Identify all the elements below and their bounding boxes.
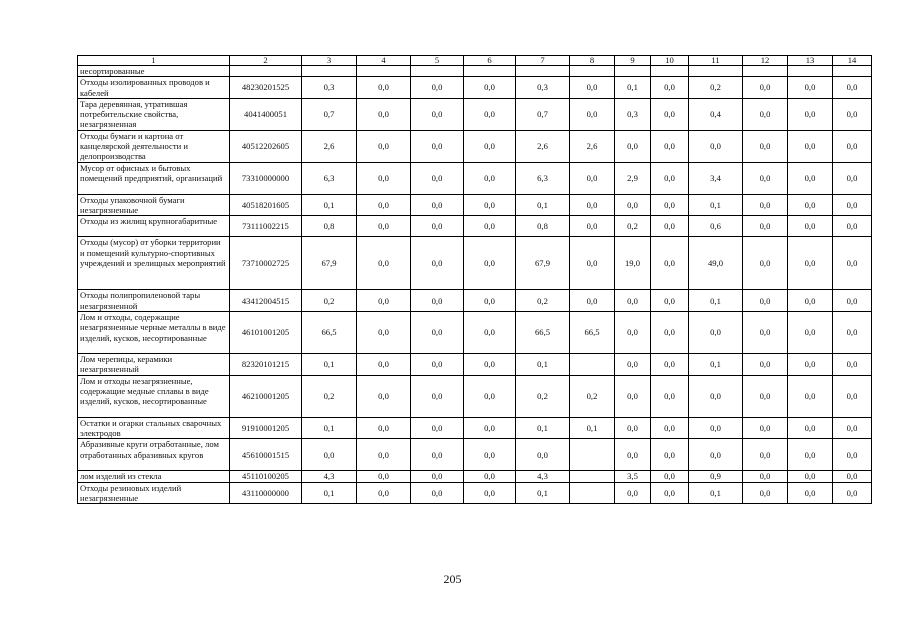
value-cell: 0,0 [357, 194, 411, 216]
value-cell: 2,6 [570, 130, 615, 162]
value-cell [570, 66, 615, 77]
waste-name-cell: несортированные [78, 66, 230, 77]
page-number: 205 [443, 572, 462, 586]
column-header: 6 [464, 56, 516, 66]
value-cell: 0,0 [651, 237, 689, 290]
value-cell: 0,0 [788, 439, 833, 471]
value-cell: 0,0 [651, 375, 689, 417]
value-cell: 0,0 [651, 354, 689, 376]
value-cell: 0,0 [357, 471, 411, 482]
value-cell: 0,1 [689, 354, 743, 376]
value-cell: 0,3 [615, 98, 651, 130]
waste-name-cell: лом изделий из стекла [78, 471, 230, 482]
value-cell: 0,0 [357, 375, 411, 417]
column-header: 1 [78, 56, 230, 66]
value-cell: 6,3 [302, 162, 357, 194]
value-cell: 0,0 [788, 162, 833, 194]
table-row [78, 482, 872, 504]
waste-name-cell: Лом черепицы, керамики незагрязненный [78, 354, 230, 376]
value-cell: 0,0 [357, 417, 411, 439]
value-cell: 0,2 [570, 375, 615, 417]
value-cell: 0,0 [516, 439, 570, 471]
value-cell: 0,0 [570, 237, 615, 290]
value-cell: 0,0 [464, 354, 516, 376]
value-cell: 0,0 [411, 194, 464, 216]
waste-code-cell: 73710002725 [230, 237, 302, 290]
value-cell: 0,0 [833, 216, 872, 237]
table-row [78, 471, 872, 482]
value-cell: 0,2 [516, 290, 570, 312]
value-cell: 0,0 [570, 162, 615, 194]
column-header: 3 [302, 56, 357, 66]
value-cell: 0,0 [689, 130, 743, 162]
value-cell: 0,9 [689, 471, 743, 482]
value-cell: 0,6 [689, 216, 743, 237]
value-cell: 0,0 [833, 354, 872, 376]
value-cell: 0,7 [516, 98, 570, 130]
value-cell: 0,0 [464, 237, 516, 290]
value-cell: 0,0 [833, 439, 872, 471]
value-cell: 0,0 [651, 471, 689, 482]
waste-name-cell: Мусор от офисных и бытовых помещений предприятий, организаций [78, 162, 230, 194]
value-cell: 0,0 [743, 237, 788, 290]
waste-code-cell [230, 66, 302, 77]
value-cell: 0,0 [788, 312, 833, 354]
waste-code-cell: 46101001205 [230, 312, 302, 354]
value-cell: 0,0 [357, 237, 411, 290]
value-cell: 0,0 [833, 471, 872, 482]
value-cell: 0,0 [357, 77, 411, 99]
value-cell: 0,0 [464, 312, 516, 354]
value-cell: 0,1 [516, 482, 570, 504]
waste-code-cell: 40512202605 [230, 130, 302, 162]
value-cell: 0,0 [743, 439, 788, 471]
value-cell: 0,0 [570, 290, 615, 312]
value-cell: 0,1 [302, 482, 357, 504]
waste-code-cell: 45610001515 [230, 439, 302, 471]
value-cell: 2,9 [615, 162, 651, 194]
value-cell: 0,3 [516, 77, 570, 99]
value-cell: 67,9 [516, 237, 570, 290]
value-cell: 67,9 [302, 237, 357, 290]
value-cell: 0,0 [833, 194, 872, 216]
value-cell: 0,0 [411, 77, 464, 99]
value-cell [689, 66, 743, 77]
waste-code-cell: 48230201525 [230, 77, 302, 99]
value-cell: 0,0 [615, 130, 651, 162]
value-cell: 0,0 [833, 482, 872, 504]
value-cell: 0,0 [651, 216, 689, 237]
value-cell: 0,0 [411, 354, 464, 376]
value-cell: 4,3 [516, 471, 570, 482]
value-cell: 0,0 [788, 194, 833, 216]
value-cell: 0,0 [651, 290, 689, 312]
value-cell: 0,0 [464, 471, 516, 482]
value-cell [516, 66, 570, 77]
value-cell: 0,0 [833, 417, 872, 439]
value-cell: 0,2 [302, 375, 357, 417]
waste-name-cell: Отходы резиновых изделий незагрязненные [78, 482, 230, 504]
value-cell: 0,1 [516, 354, 570, 376]
value-cell: 0,0 [833, 130, 872, 162]
value-cell: 0,1 [570, 417, 615, 439]
column-header: 11 [689, 56, 743, 66]
value-cell: 0,0 [464, 417, 516, 439]
value-cell: 0,0 [357, 482, 411, 504]
waste-code-cell: 46210001205 [230, 375, 302, 417]
value-cell: 0,0 [464, 439, 516, 471]
value-cell: 0,1 [516, 417, 570, 439]
value-cell: 0,0 [743, 417, 788, 439]
waste-code-cell: 4041400051 [230, 98, 302, 130]
value-cell: 0,0 [570, 77, 615, 99]
value-cell: 0,0 [411, 98, 464, 130]
value-cell: 0,0 [570, 216, 615, 237]
waste-name-cell: Абразивные круги отработанные, лом отработанных абразивных кругов [78, 439, 230, 471]
value-cell: 0,4 [689, 98, 743, 130]
value-cell: 0,0 [743, 375, 788, 417]
table-row [78, 66, 872, 77]
value-cell: 0,0 [689, 375, 743, 417]
value-cell: 0,0 [357, 439, 411, 471]
table-row [78, 375, 872, 417]
value-cell: 0,0 [743, 471, 788, 482]
value-cell: 0,0 [570, 194, 615, 216]
waste-name-cell: Отходы упаковочной бумаги незагрязненные [78, 194, 230, 216]
value-cell: 0,0 [464, 98, 516, 130]
value-cell: 0,0 [651, 312, 689, 354]
value-cell: 0,0 [743, 194, 788, 216]
value-cell: 49,0 [689, 237, 743, 290]
value-cell: 0,0 [464, 162, 516, 194]
value-cell: 0,0 [464, 194, 516, 216]
value-cell: 0,0 [464, 290, 516, 312]
value-cell: 0,0 [411, 312, 464, 354]
value-cell: 0,0 [788, 290, 833, 312]
value-cell: 0,0 [833, 77, 872, 99]
waste-code-cell: 43110000000 [230, 482, 302, 504]
value-cell: 0,1 [689, 194, 743, 216]
value-cell [570, 439, 615, 471]
table-header-row [78, 56, 872, 66]
table-row [78, 162, 872, 194]
value-cell: 0,0 [615, 482, 651, 504]
value-cell: 0,0 [788, 98, 833, 130]
value-cell [743, 66, 788, 77]
value-cell: 0,0 [411, 162, 464, 194]
value-cell: 0,1 [689, 482, 743, 504]
value-cell: 0,0 [788, 237, 833, 290]
value-cell: 0,0 [615, 439, 651, 471]
value-cell: 0,0 [651, 77, 689, 99]
value-cell: 0,2 [689, 77, 743, 99]
value-cell: 0,0 [651, 194, 689, 216]
value-cell: 0,0 [615, 417, 651, 439]
value-cell: 0,0 [411, 216, 464, 237]
value-cell: 0,0 [411, 417, 464, 439]
value-cell: 0,0 [743, 290, 788, 312]
value-cell [302, 66, 357, 77]
value-cell: 0,0 [357, 290, 411, 312]
waste-name-cell: Лом и отходы незагрязненные, содержащие медные сплавы в виде изделий, кусков, несортированные [78, 375, 230, 417]
value-cell: 0,0 [615, 312, 651, 354]
value-cell: 0,0 [651, 482, 689, 504]
value-cell: 0,0 [651, 417, 689, 439]
value-cell: 0,0 [651, 162, 689, 194]
value-cell: 0,0 [788, 471, 833, 482]
value-cell: 0,0 [833, 290, 872, 312]
value-cell: 66,5 [516, 312, 570, 354]
value-cell [570, 471, 615, 482]
value-cell: 0,3 [302, 77, 357, 99]
column-header: 9 [615, 56, 651, 66]
value-cell: 3,4 [689, 162, 743, 194]
value-cell: 0,2 [516, 375, 570, 417]
waste-name-cell: Лом и отходы, содержащие незагрязненные черные металлы в виде изделий, кусков, несортированные [78, 312, 230, 354]
value-cell: 0,0 [411, 290, 464, 312]
value-cell: 0,0 [743, 162, 788, 194]
value-cell: 0,0 [788, 354, 833, 376]
value-cell: 0,1 [516, 194, 570, 216]
table-row [78, 194, 872, 216]
value-cell: 0,2 [302, 290, 357, 312]
value-cell: 0,0 [743, 312, 788, 354]
waste-code-cell: 82320101215 [230, 354, 302, 376]
value-cell: 0,0 [615, 194, 651, 216]
value-cell: 0,0 [357, 162, 411, 194]
value-cell: 0,0 [743, 482, 788, 504]
value-cell: 0,0 [833, 237, 872, 290]
table-row [78, 98, 872, 130]
waste-name-cell: Отходы из жилищ крупногабаритные [78, 216, 230, 237]
value-cell: 0,0 [357, 354, 411, 376]
value-cell: 0,0 [615, 290, 651, 312]
column-header: 10 [651, 56, 689, 66]
value-cell: 0,0 [357, 130, 411, 162]
value-cell: 6,3 [516, 162, 570, 194]
value-cell: 4,3 [302, 471, 357, 482]
value-cell: 19,0 [615, 237, 651, 290]
table-row [78, 77, 872, 99]
column-header: 4 [357, 56, 411, 66]
column-header: 14 [833, 56, 872, 66]
value-cell [464, 66, 516, 77]
value-cell [615, 66, 651, 77]
value-cell: 0,0 [411, 375, 464, 417]
value-cell: 0,0 [651, 439, 689, 471]
value-cell [833, 66, 872, 77]
value-cell [570, 482, 615, 504]
value-cell: 0,0 [411, 482, 464, 504]
table-row [78, 216, 872, 237]
waste-table [77, 55, 872, 504]
column-header: 8 [570, 56, 615, 66]
value-cell: 0,0 [464, 482, 516, 504]
value-cell: 3,5 [615, 471, 651, 482]
value-cell: 0,0 [788, 482, 833, 504]
value-cell: 0,0 [464, 77, 516, 99]
value-cell: 0,0 [788, 216, 833, 237]
value-cell: 66,5 [302, 312, 357, 354]
value-cell: 0,0 [411, 237, 464, 290]
value-cell: 0,7 [302, 98, 357, 130]
column-header: 7 [516, 56, 570, 66]
value-cell: 0,0 [411, 130, 464, 162]
table-row [78, 237, 872, 290]
value-cell: 0,0 [615, 375, 651, 417]
table-row [78, 130, 872, 162]
value-cell: 0,0 [743, 130, 788, 162]
value-cell: 0,2 [615, 216, 651, 237]
value-cell: 2,6 [516, 130, 570, 162]
waste-code-cell: 43412004515 [230, 290, 302, 312]
value-cell: 0,0 [689, 439, 743, 471]
value-cell: 0,0 [788, 130, 833, 162]
value-cell: 0,0 [615, 354, 651, 376]
value-cell: 0,0 [302, 439, 357, 471]
value-cell [411, 66, 464, 77]
waste-name-cell: Остатки и огарки стальных сварочных электродов [78, 417, 230, 439]
value-cell: 0,0 [833, 312, 872, 354]
value-cell: 66,5 [570, 312, 615, 354]
column-header: 2 [230, 56, 302, 66]
table-row [78, 290, 872, 312]
value-cell [570, 354, 615, 376]
waste-code-cell: 45110100205 [230, 471, 302, 482]
value-cell [651, 66, 689, 77]
value-cell: 0,0 [743, 216, 788, 237]
value-cell: 0,0 [689, 312, 743, 354]
value-cell: 0,1 [689, 290, 743, 312]
column-header: 13 [788, 56, 833, 66]
waste-name-cell: Тара деревянная, утратившая потребительские свойства, незагрязненная [78, 98, 230, 130]
value-cell: 0,1 [302, 194, 357, 216]
value-cell: 0,0 [651, 98, 689, 130]
value-cell: 0,0 [570, 98, 615, 130]
value-cell: 0,0 [788, 417, 833, 439]
value-cell: 0,0 [833, 162, 872, 194]
value-cell: 0,0 [689, 417, 743, 439]
table-row [78, 312, 872, 354]
value-cell [357, 66, 411, 77]
value-cell: 0,1 [615, 77, 651, 99]
waste-code-cell: 73310000000 [230, 162, 302, 194]
value-cell: 0,0 [464, 375, 516, 417]
value-cell: 0,1 [302, 354, 357, 376]
waste-code-cell: 40518201605 [230, 194, 302, 216]
value-cell: 0,0 [788, 375, 833, 417]
value-cell: 0,8 [302, 216, 357, 237]
value-cell: 0,0 [651, 130, 689, 162]
waste-name-cell: Отходы (мусор) от уборки территории и помещений культурно-спортивных учреждений и зрелищных мероприятий [78, 237, 230, 290]
column-header: 5 [411, 56, 464, 66]
value-cell: 0,0 [357, 312, 411, 354]
value-cell: 0,8 [516, 216, 570, 237]
value-cell: 0,0 [464, 130, 516, 162]
waste-code-cell: 91910001205 [230, 417, 302, 439]
value-cell: 0,0 [464, 216, 516, 237]
value-cell: 0,0 [411, 471, 464, 482]
column-header: 12 [743, 56, 788, 66]
value-cell: 2,6 [302, 130, 357, 162]
waste-code-cell: 73111002215 [230, 216, 302, 237]
value-cell [788, 66, 833, 77]
waste-name-cell: Отходы изолированных проводов и кабелей [78, 77, 230, 99]
table-row [78, 354, 872, 376]
waste-name-cell: Отходы бумаги и картона от канцелярской деятельности и делопроизводства [78, 130, 230, 162]
value-cell: 0,0 [743, 77, 788, 99]
value-cell: 0,0 [833, 98, 872, 130]
value-cell: 0,0 [833, 375, 872, 417]
value-cell: 0,0 [743, 98, 788, 130]
table-row [78, 439, 872, 471]
table-row [78, 417, 872, 439]
value-cell: 0,0 [357, 98, 411, 130]
value-cell: 0,0 [411, 439, 464, 471]
value-cell: 0,0 [788, 77, 833, 99]
value-cell: 0,0 [357, 216, 411, 237]
value-cell: 0,1 [302, 417, 357, 439]
waste-name-cell: Отходы полипропиленовой тары незагрязненной [78, 290, 230, 312]
value-cell: 0,0 [743, 354, 788, 376]
